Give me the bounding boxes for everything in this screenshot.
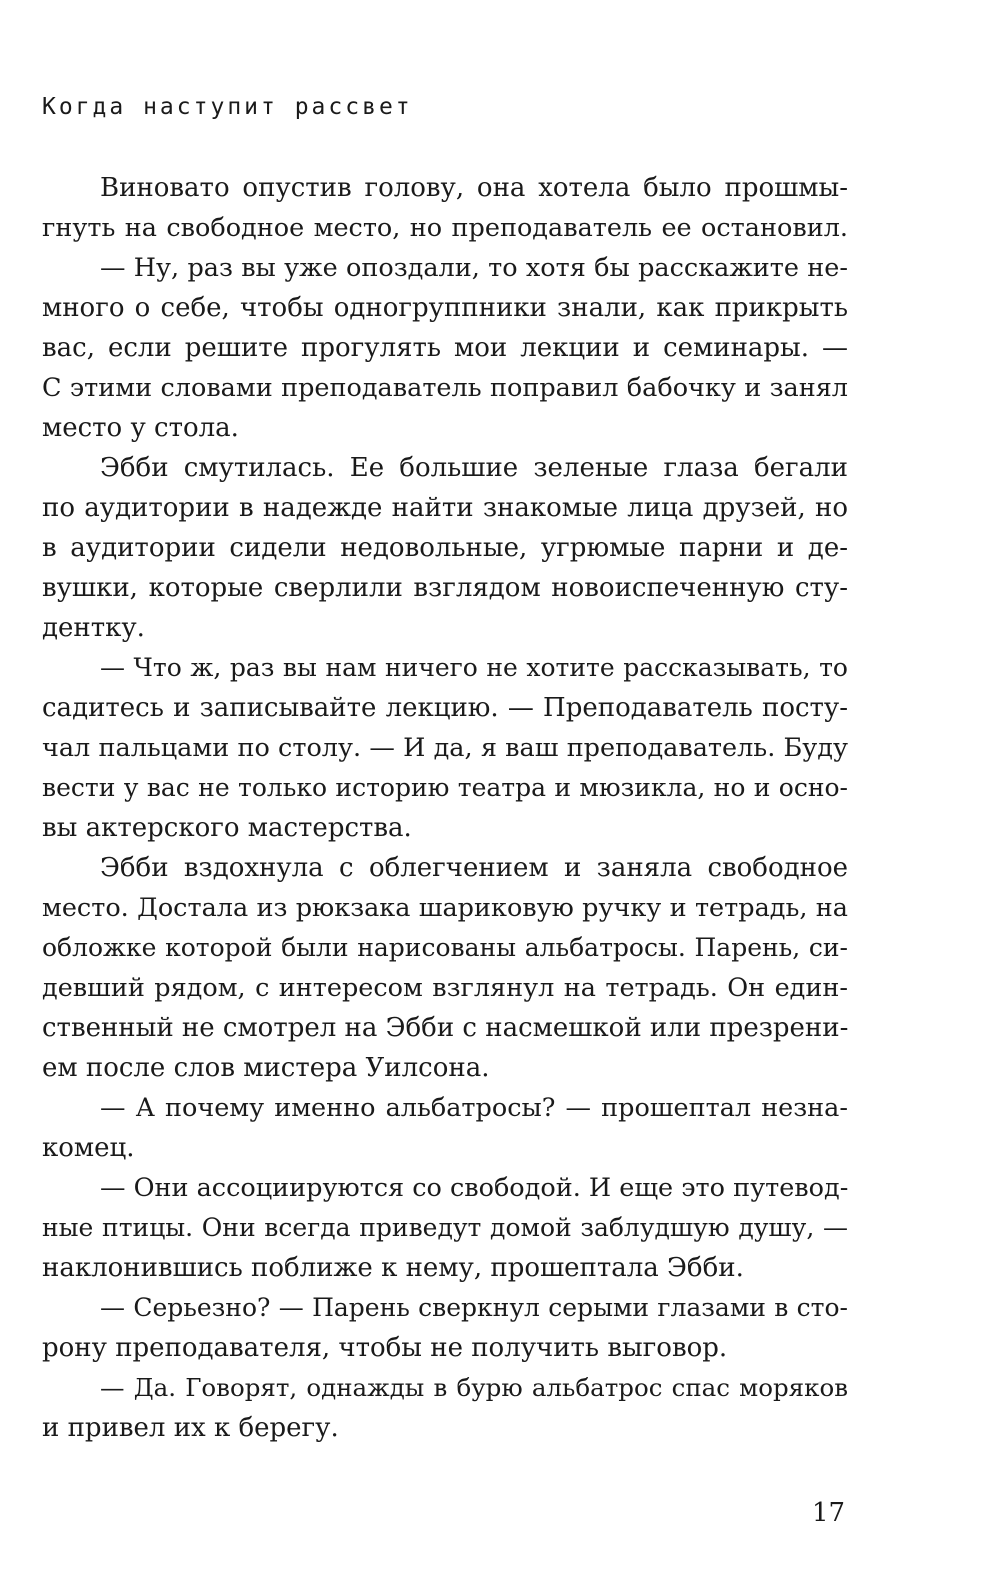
text-line: комец.: [42, 1133, 135, 1163]
text-line: в аудитории сидели недовольные, угрюмые парни и де-: [42, 533, 848, 563]
text-line: вас, если решите прогулять мои лекции и семинары. —: [42, 333, 848, 363]
text-line: вы актерского мастерства.: [42, 813, 412, 843]
text-line: — Что ж, раз вы нам ничего не хотите рассказывать, то: [100, 653, 848, 682]
text-line: дентку.: [42, 613, 145, 643]
text-line: Виновато опустив голову, она хотела было прошмы-: [100, 173, 848, 203]
text-line: — Они ассоциируются со свободой. И еще это путевод-: [100, 1173, 849, 1203]
text-line: и привел их к берегу.: [42, 1413, 339, 1443]
text-line: ственный не смотрел на Эбби с насмешкой или презрени-: [42, 1013, 849, 1043]
text-line: чал пальцами по столу. — И да, я ваш преподаватель. Буду: [42, 733, 848, 763]
text-line: гнуть на свободное место, но преподаватель ее остановил.: [42, 213, 848, 243]
text-line: обложке которой были нарисованы альбатросы. Парень, си-: [42, 933, 848, 962]
text-line: садитесь и записывайте лекцию. — Преподаватель посту-: [42, 693, 848, 723]
text-line: вести у вас не только историю театра и мюзикла, но и осно-: [42, 773, 848, 802]
page-number: 17: [812, 1498, 846, 1528]
text-line: — Ну, раз вы уже опоздали, то хотя бы расскажите не-: [100, 253, 848, 283]
text-line: ем после слов мистера Уилсона.: [42, 1053, 490, 1083]
text-line: по аудитории в надежде найти знакомые лица друзей, но: [42, 493, 848, 523]
text-line: место у стола.: [42, 413, 239, 443]
text-line: Эбби смутилась. Ее большие зеленые глаза бегали: [100, 453, 848, 483]
text-line: вушки, которые сверлили взглядом новоиспеченную сту-: [42, 573, 848, 603]
text-line: Эбби вздохнула с облегчением и заняла свободное: [100, 853, 848, 883]
text-line: С этими словами преподаватель поправил бабочку и занял: [42, 373, 848, 403]
text-line: много о себе, чтобы одногруппники знали, как прикрыть: [42, 293, 848, 323]
text-line: — А почему именно альбатросы? — прошептал незна-: [100, 1093, 848, 1123]
text-line: место. Достала из рюкзака шариковую ручку и тетрадь, на: [42, 893, 848, 923]
body-text: [42, 168, 848, 1448]
running-header: Когда наступит рассвет: [42, 94, 413, 120]
text-line: — Серьезно? — Парень сверкнул серыми глазами в сто-: [100, 1293, 848, 1322]
text-line: наклонившись поближе к нему, прошептала Эбби.: [42, 1253, 744, 1283]
text-line: — Да. Говорят, однажды в бурю альбатрос спас моряков: [100, 1373, 848, 1402]
text-line: девший рядом, с интересом взглянул на тетрадь. Он един-: [42, 973, 848, 1003]
text-line: рону преподавателя, чтобы не получить выговор.: [42, 1333, 728, 1363]
text-line: ные птицы. Они всегда приведут домой заблудшую душу, —: [42, 1213, 848, 1242]
